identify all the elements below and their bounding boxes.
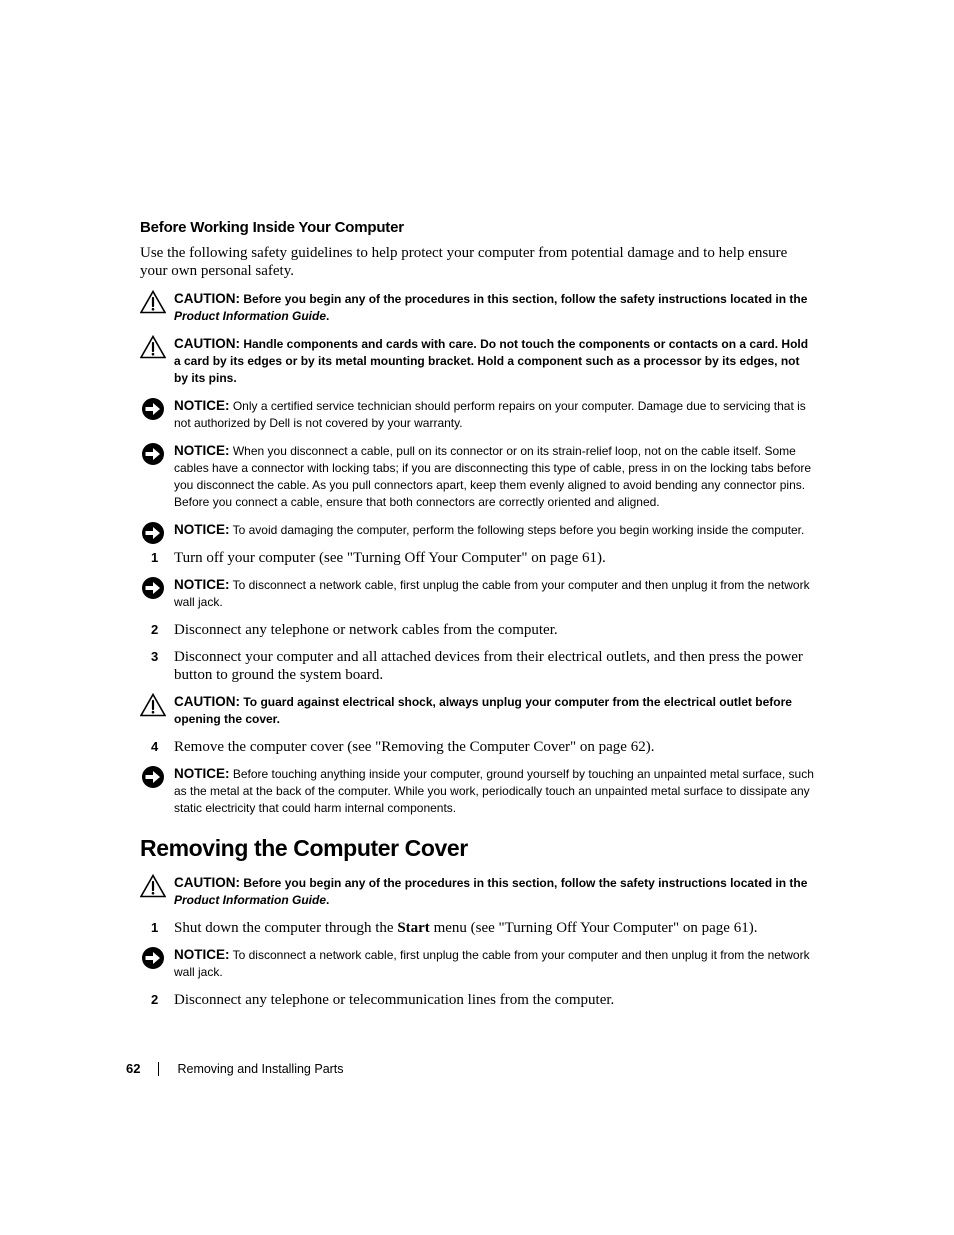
step-text: menu (see "Turning Off Your Computer" on page 61). [433,920,758,936]
notice-text: To disconnect a network cable, first unplug the cable from your computer and then unplug it from the network wall jack. [174,948,810,979]
caution-note [140,335,815,387]
caution-note [140,290,815,325]
notice-arrow-icon [140,521,166,545]
step-item [140,648,815,684]
warning-triangle-icon [140,335,166,359]
step-text: Disconnect any telephone or telecommunication lines from the computer. [174,992,615,1008]
step-text: Disconnect any telephone or network cables from the computer. [174,622,558,638]
step-number: 2 [151,992,159,1007]
section-heading: Before Working Inside Your Computer [140,219,404,236]
step-text: Disconnect your computer and all attached devices from their electrical outlets, and then press the power button to ground the system board. [174,649,803,683]
step-number: 1 [151,550,159,565]
caution-label: CAUTION: [174,291,240,306]
caution-reference: Product Information Guide [174,309,326,323]
notice-label: NOTICE: [174,522,230,537]
notice-arrow-icon [140,576,166,600]
notice-label: NOTICE: [174,443,230,458]
notice-arrow-icon [140,765,166,789]
step-item [140,991,815,1009]
notice-arrow-icon [140,397,166,421]
notice-label: NOTICE: [174,577,230,592]
notice-note [140,765,815,817]
caution-label: CAUTION: [174,336,240,351]
caution-text: Before you begin any of the procedures in this section, follow the safety instructions located in the [243,876,808,890]
step-item [140,621,815,639]
page-footer [126,1061,344,1076]
notice-text: When you disconnect a cable, pull on its connector or on its strain-relief loop, not on the cable itself. Some cables have a connector with locking tabs; if you are disconnecting this type of cable, press in on the locking tabs before you disconnect the cable. As you pull connectors apart, keep them evenly aligned to avoid bending any connector pins. Before you connect a cable, ensure that both connectors are correctly oriented and aligned. [174,444,812,509]
notice-label: NOTICE: [174,766,230,781]
notice-label: NOTICE: [174,947,230,962]
notice-note [140,442,815,511]
notice-note [140,946,815,981]
step-item [140,738,815,756]
notice-arrow-icon [140,946,166,970]
footer-divider [158,1062,159,1076]
notice-text: Only a certified service technician should perform repairs on your computer. Damage due to servicing that is not authorized by Dell is not covered by your warranty. [174,399,806,430]
notice-note [140,576,815,611]
caution-text: To guard against electrical shock, always unplug your computer from the electrical outlet before opening the cover. [174,695,792,726]
intro-paragraph: Use the following safety guidelines to help protect your computer from potential damage and to help ensure your own personal safety. [140,245,788,279]
step-text: Remove the computer cover (see "Removing the Computer Cover" on page 62). [174,739,655,755]
warning-triangle-icon [140,290,166,314]
caution-label: CAUTION: [174,694,240,709]
caution-text: Handle components and cards with care. Do not touch the components or contacts on a card. Hold a card by its edges or by its metal mounting bracket. Hold a component such as a processor by its edges, not by its pins. [174,337,809,385]
step-number: 2 [151,622,159,637]
notice-text: To disconnect a network cable, first unplug the cable from your computer and then unplug it from the network wall jack. [174,578,810,609]
step-number: 3 [151,649,159,664]
caution-reference: Product Information Guide [174,893,326,907]
step-item [140,919,815,937]
notice-arrow-icon [140,442,166,466]
caution-label: CAUTION: [174,875,240,890]
warning-triangle-icon [140,693,166,717]
caution-note [140,874,815,909]
notice-note [140,397,815,432]
page-content [140,219,815,1018]
start-menu-term: Start [397,920,430,936]
caution-text: Before you begin any of the procedures in this section, follow the safety instructions located in the [243,292,808,306]
notice-text: To avoid damaging the computer, perform the following steps before you begin working inside the computer. [232,523,805,537]
step-text: Shut down the computer through the [174,920,394,936]
caution-note [140,693,815,728]
step-number: 1 [151,920,159,935]
removing-cover-heading: Removing the Computer Cover [140,835,468,861]
caution-end: . [326,893,330,907]
step-item [140,549,815,567]
chapter-title: Removing and Installing Parts [177,1061,344,1076]
step-text: Turn off your computer (see "Turning Off Your Computer" on page 61). [174,550,606,566]
caution-end: . [326,309,330,323]
notice-label: NOTICE: [174,398,230,413]
notice-text: Before touching anything inside your computer, ground yourself by touching an unpainted metal surface, such as the metal at the back of the computer. While you work, periodically touch an unpainted metal surface to dissipate any static electricity that could harm internal components. [174,767,814,815]
notice-note [140,521,815,539]
warning-triangle-icon [140,874,166,898]
step-number: 4 [151,739,159,754]
page-number: 62 [126,1061,141,1076]
